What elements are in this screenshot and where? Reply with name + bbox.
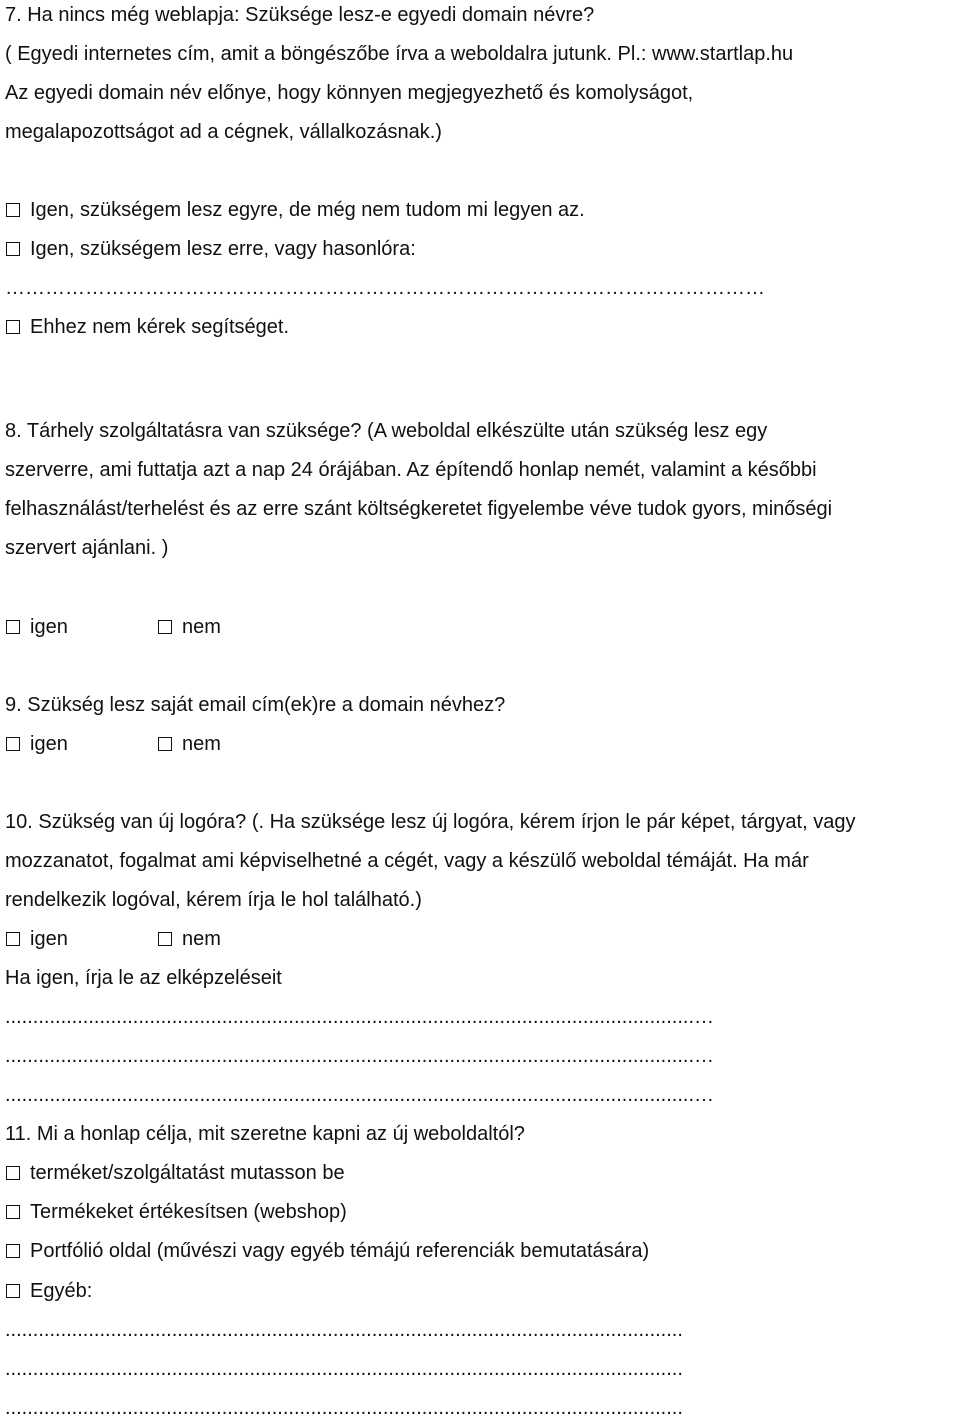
q10-fill-line[interactable]: ............................................................................................................................…	[5, 1045, 715, 1067]
q11-option-label: Egyéb:	[30, 1280, 93, 1302]
q7-option-label: Igen, szükségem lesz egyre, de még nem tudom mi legyen az.	[30, 199, 585, 221]
q7-desc-line: Az egyedi domain név előnye, hogy könnyen megjegyezhető és komolyságot,	[5, 82, 694, 104]
checkbox[interactable]	[6, 1284, 20, 1298]
no-label: nem	[182, 928, 221, 950]
q11-title: 11. Mi a honlap célja, mit szeretne kapni az új weboldaltól?	[5, 1123, 525, 1145]
q11-fill-line[interactable]: ..........................................................................................................................	[5, 1397, 683, 1419]
checkbox[interactable]	[158, 620, 172, 634]
q11-option-2[interactable]	[5, 1200, 347, 1224]
yes-label: igen	[30, 928, 68, 950]
q10-fill-line[interactable]: ............................................................................................................................…	[5, 1006, 715, 1028]
q10-followup: Ha igen, írja le az elképzeléseit	[5, 967, 282, 989]
q7-fill-line[interactable]: ……………………………………………………………………………………………………	[5, 277, 765, 299]
q7-option-label: Ehhez nem kérek segítséget.	[30, 316, 290, 338]
q8-line: szerverre, ami futtatja azt a nap 24 órájában. Az építendő honlap nemét, valamint a későbbi	[5, 459, 817, 481]
checkbox[interactable]	[6, 737, 20, 751]
q9-answer-row	[5, 732, 305, 756]
q10-answer-row	[5, 927, 305, 951]
checkbox[interactable]	[158, 737, 172, 751]
q8-line: felhasználást/terhelést és az erre szánt költségkeretet figyelembe véve tudok gyors, minőségi	[5, 498, 833, 520]
q9-no-option[interactable]	[157, 732, 221, 756]
q9-yes-option[interactable]	[5, 733, 68, 755]
q11-option-label: Portfólió oldal (művészi vagy egyéb témájú referenciák bemutatására)	[30, 1240, 650, 1262]
yes-label: igen	[30, 616, 68, 638]
q11-option-label: Termékeket értékesítsen (webshop)	[30, 1201, 347, 1223]
checkbox[interactable]	[158, 932, 172, 946]
q11-option-1[interactable]	[5, 1161, 345, 1185]
checkbox[interactable]	[6, 203, 20, 217]
q7-title: 7. Ha nincs még weblapja: Szüksége lesz-e egyedi domain névre?	[5, 4, 595, 26]
checkbox[interactable]	[6, 320, 20, 334]
checkbox[interactable]	[6, 932, 20, 946]
q7-desc-line: megalapozottságot ad a cégnek, vállalkozásnak.)	[5, 121, 442, 143]
q11-option-3[interactable]	[5, 1239, 649, 1263]
q8-answer-row	[5, 615, 305, 639]
checkbox[interactable]	[6, 1166, 20, 1180]
checkbox[interactable]	[6, 1244, 20, 1258]
q8-line: szervert ajánlani. )	[5, 537, 169, 559]
no-label: nem	[182, 733, 221, 755]
checkbox[interactable]	[6, 620, 20, 634]
q10-line: rendelkezik logóval, kérem írja le hol található.)	[5, 889, 422, 911]
q7-option-3[interactable]	[5, 315, 289, 339]
q8-line: 8. Tárhely szolgáltatásra van szüksége? (A weboldal elkészülte után szükség lesz egy	[5, 420, 768, 442]
q8-no-option[interactable]	[157, 615, 221, 639]
q7-option-1[interactable]	[5, 198, 585, 222]
checkbox[interactable]	[6, 242, 20, 256]
q8-yes-option[interactable]	[5, 616, 68, 638]
q11-option-4[interactable]	[5, 1279, 92, 1303]
q10-no-option[interactable]	[157, 927, 221, 951]
q7-desc-line: ( Egyedi internetes cím, amit a böngészőbe írva a weboldalra jutunk. Pl.: www.startlap.hu	[5, 43, 794, 65]
q10-yes-option[interactable]	[5, 928, 68, 950]
q10-line: 10. Szükség van új logóra? (. Ha szüksége lesz új logóra, kérem írjon le pár képet, tárgyat, vagy	[5, 811, 856, 833]
q7-option-2[interactable]	[5, 237, 416, 261]
yes-label: igen	[30, 733, 68, 755]
no-label: nem	[182, 616, 221, 638]
q10-fill-line[interactable]: ............................................................................................................................…	[5, 1084, 715, 1106]
checkbox[interactable]	[6, 1205, 20, 1219]
q7-option-label: Igen, szükségem lesz erre, vagy hasonlóra:	[30, 238, 416, 260]
q11-option-label: terméket/szolgáltatást mutasson be	[30, 1162, 345, 1184]
q11-fill-line[interactable]: ..........................................................................................................................	[5, 1319, 683, 1341]
q9-title: 9. Szükség lesz saját email cím(ek)re a domain névhez?	[5, 694, 506, 716]
q10-line: mozzanatot, fogalmat ami képviselhetné a cégét, vagy a készülő weboldal témáját. Ha már	[5, 850, 809, 872]
q11-fill-line[interactable]: ..........................................................................................................................	[5, 1358, 683, 1380]
